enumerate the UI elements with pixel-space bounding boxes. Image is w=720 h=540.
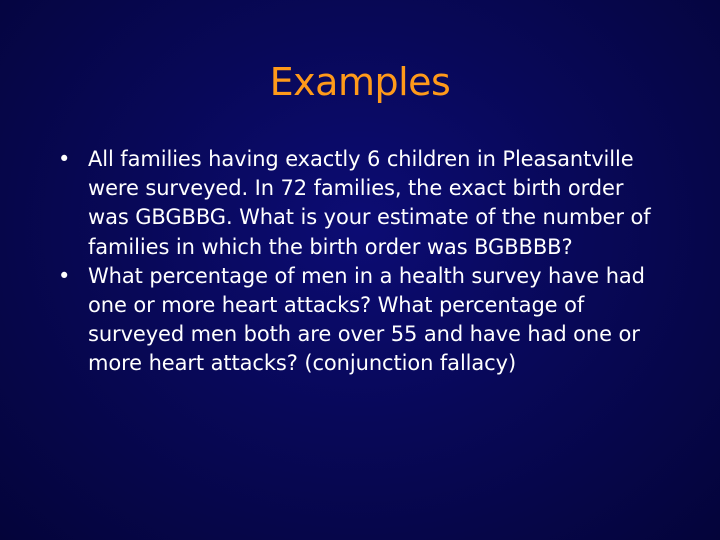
bullet-item <box>56 262 666 379</box>
bullet-item <box>56 145 666 262</box>
bullet-dot-icon: • <box>58 263 71 288</box>
bullet-list <box>56 145 666 379</box>
bullet-dot-icon: • <box>58 147 71 171</box>
bullet-text: All families having exactly 6 children in Pleasantville were surveyed. In 72 families, the exact birth order was GBGBBG. What is your estimate of the number of families in which the birth order was BGBBBB? <box>88 147 651 259</box>
slide-title: Examples <box>269 60 451 104</box>
bullet-text: What percentage of men in a health survey have had one or more heart attacks? What percentage of surveyed men both are over 55 and have had one or more heart attacks? (conjunction fallacy) <box>88 263 645 376</box>
